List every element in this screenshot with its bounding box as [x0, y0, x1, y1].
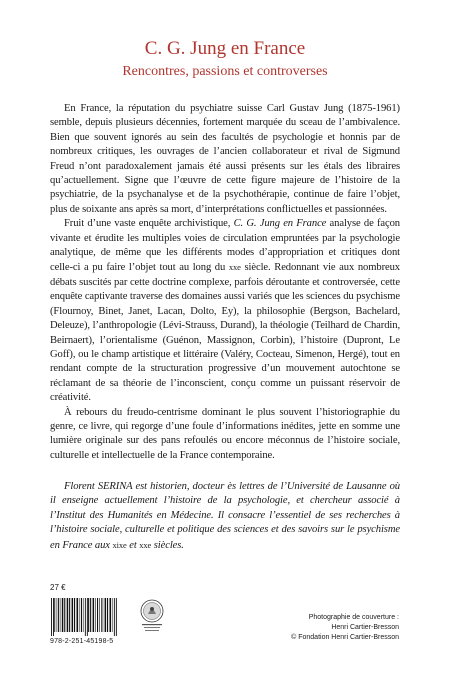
barcode-bar [99, 598, 100, 632]
p2-text-c: siècle. Redonnant vie aux nombreux débats suscités par cette doctrine complexe, parfois déroutante et controversée, cette enquête captivante traverse des domaines aussi variés que les sciences du psychisme (Flournoy, Binet, Janet, Lacan, Dolto, Ey), la philosophie (Bergson, Bachelard, Deleuze), l’anthropologie (Lévi-Strauss, Durand), la théologie (Teilhard de Chardin, Beirnaert), l’orientalisme (Guénon, Massignon, Corbin), l’histoire (Dupront, Le Goff), ou le champ artistique et littéraire (Valéry, Cocteau, Simenon, Hergé), tout en rendant compte de la structuration progressive d’un mouvement autochtone se réclamant de sa théorie de l’inconscient, conçu comme un puissant réservoir de créativité. [50, 262, 400, 404]
barcode-bar [53, 598, 54, 636]
book-title: C. G. Jung en France [144, 38, 306, 59]
barcode-bar [67, 598, 69, 632]
barcode-icon [50, 598, 136, 636]
blurb-paragraph-1: En France, la réputation du psychiatre suisse Carl Gustav Jung (1875-1961) semble, depuis plusieurs décennies, fortement marquée du sceau de l’ambivalence. Bien que souvent ignorés au sein des facultés de psychologie et honnis par de nombreux critiques, les ouvrages de l’ancien collaborateur et rival de Sigmund Freud n’ont paradoxalement jamais été aussi présents sur les étals des libraires qu’actuellement. Signe que l’œuvre de cette figure majeure de l’histoire de la psychiatrie, de la psychanalyse et de la psychothérapie, continue de faire l’objet, plus de soixante ans après sa mort, d’interprétations conflictuelles et passionnées. [50, 103, 400, 215]
barcode-bar [103, 598, 104, 632]
barcode-bar [85, 598, 86, 636]
barcode-bar [62, 598, 64, 632]
barcode-bar [116, 598, 117, 636]
author-bio [50, 480, 400, 553]
isbn-number: 978-2-251-45198-5 [50, 638, 114, 645]
p2-book-title: C. G. Jung en France [233, 218, 327, 230]
p2-text-a: Fruit d’une vaste enquête archivistique, [64, 218, 234, 230]
barcode-bar [81, 598, 82, 632]
barcode-bar [64, 598, 65, 632]
price-label: 27 € [50, 583, 66, 592]
barcode-bar [97, 598, 98, 632]
author-name: Florent SERINA [64, 481, 133, 492]
barcode-bar [110, 598, 112, 632]
author-text-a: est historien, docteur ès lettres de l’Université de Lausanne où il enseigne actuellement l’histoire de la psychologie, et chercheur associé à l’Institut des Humanités en Médecine. Il consacre l’essentiel de ses recherches à l’histoire sociale, culturelle et politique des sciences et des savoirs sur le psychisme en France aux [50, 481, 400, 551]
barcode-bar [88, 598, 89, 632]
barcode-bar [83, 598, 84, 632]
barcode-bar [74, 598, 75, 632]
barcode-bar [95, 598, 96, 632]
author-century-2: xxe [139, 539, 152, 550]
barcode-bar [60, 598, 61, 632]
barcode-bar [90, 598, 91, 632]
barcode-bar [87, 598, 88, 636]
barcode-bar [105, 598, 107, 632]
barcode-bar [107, 598, 108, 632]
p2-text-b: analyse de façon vivante et érudite les multiples voies de circulation empruntées par la psychologie analytique, de même que les différents modes d’appropriation et critiques dont celle-ci a pu faire l’objet tout au long du [50, 218, 400, 274]
author-text-c: siècles. [151, 539, 184, 551]
barcode-bar [58, 598, 59, 632]
barcode-bar [51, 598, 52, 636]
barcode-bar [54, 598, 55, 632]
photo-credit [269, 613, 399, 643]
credit-line-1: Photographie de couverture : [308, 614, 399, 621]
blurb-paragraph-2 [50, 217, 400, 405]
credit-line-2: Henri Cartier-Bresson [331, 624, 399, 631]
credit-line-3: © Fondation Henri Cartier-Bresson [291, 634, 399, 641]
barcode-bar [93, 598, 95, 632]
author-text-b: et [126, 539, 140, 551]
author-century-1: xixe [112, 539, 127, 550]
blurb [50, 102, 400, 463]
barcode-bar [77, 598, 79, 632]
barcode-bar [112, 598, 113, 632]
barcode-bar [69, 598, 70, 632]
barcode-bar [72, 598, 74, 632]
publisher-logo-icon [139, 599, 165, 633]
book-subtitle: Rencontres, passions et controverses [122, 64, 328, 79]
blurb-paragraph-3: À rebours du freudo-centrisme dominant le plus souvent l’historiographie du genre, ce livre, qui regorge d’une foule d’informations inédites, jette en somme une lumière originale sur des pans refoulés ou encore méconnus de l’histoire sociale, culturelle et intellectuelle de la France contemporaine. [50, 406, 400, 461]
barcode-bar [56, 598, 57, 632]
barcode-bar [101, 598, 102, 632]
p2-century: xxe [228, 262, 241, 273]
barcode-bar [79, 598, 80, 632]
barcode-bar [114, 598, 115, 636]
